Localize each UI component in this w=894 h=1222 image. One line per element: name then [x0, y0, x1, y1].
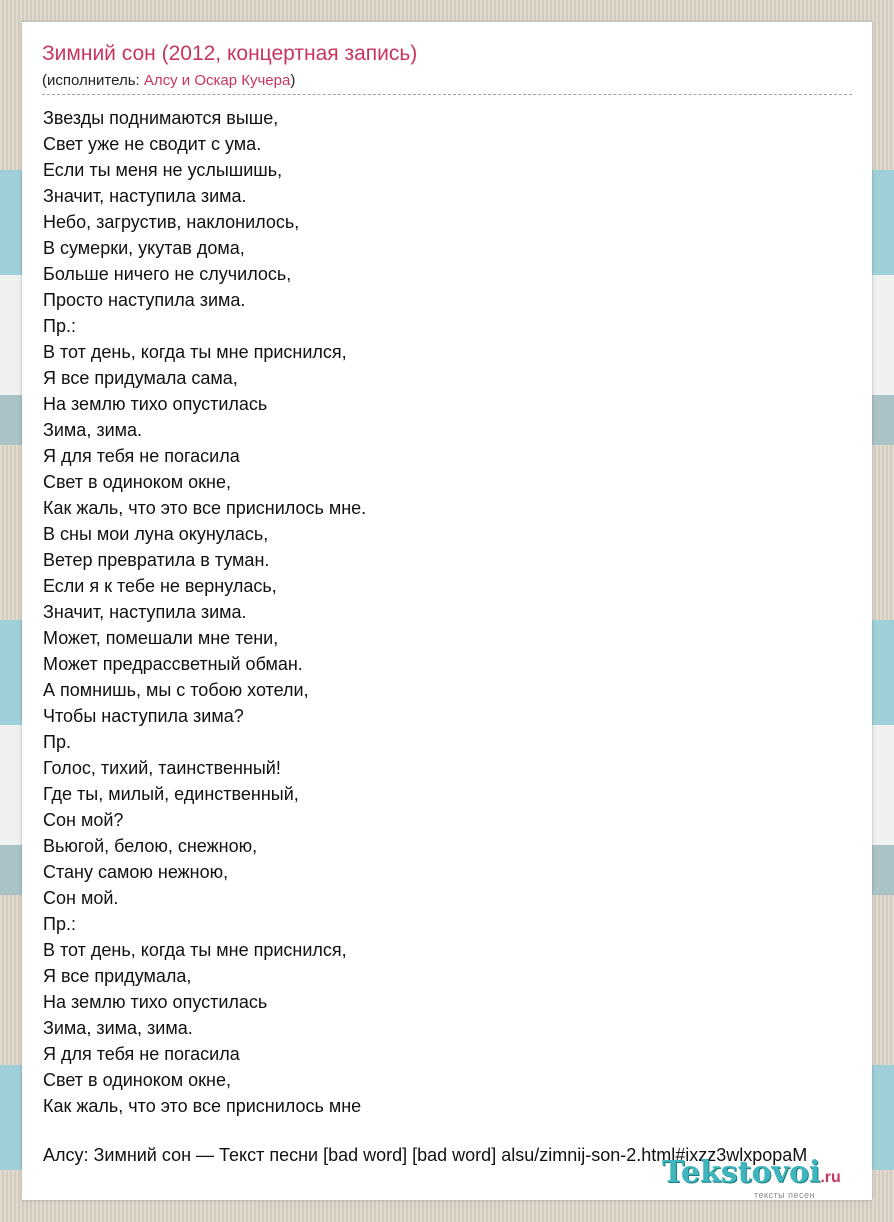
lyric-line: В тот день, когда ты мне приснился, [43, 342, 347, 362]
lyric-line: Я для тебя не погасила [43, 1044, 240, 1064]
lyric-line: Пр.: [43, 316, 76, 336]
lyric-line: Если ты меня не услышишь, [43, 160, 283, 180]
lyric-line: Как жаль, что это все приснилось мне [43, 1096, 362, 1116]
lyric-line: Если я к тебе не вернулась, [43, 576, 277, 596]
artist-suffix: ) [290, 72, 296, 89]
artist-link[interactable]: Алсу и Оскар Кучера [143, 72, 291, 89]
lyric-line: Может предрассветный обман. [43, 654, 303, 674]
lyric-line: На землю тихо опустилась [43, 394, 268, 414]
lyric-line: Пр. [43, 732, 71, 752]
artist-line [42, 72, 295, 89]
lyric-line: Пр.: [43, 914, 76, 934]
lyric-line: Значит, наступила зима. [43, 186, 247, 206]
lyric-line: Больше ничего не случилось, [43, 264, 292, 284]
lyric-line: Сон мой? [43, 810, 124, 830]
lyric-line: На землю тихо опустилась [43, 992, 268, 1012]
lyric-line: Просто наступила зима. [43, 290, 246, 310]
lyric-line: Зима, зима. [43, 420, 143, 440]
lyric-line: Сон мой. [43, 888, 119, 908]
logo-suffix: .ru [820, 1169, 841, 1186]
lyric-line: В тот день, когда ты мне приснился, [43, 940, 347, 960]
artist-prefix: (исполнитель: [42, 72, 144, 89]
dashed-divider [42, 94, 852, 95]
lyric-line: Ветер превратила в туман. [43, 550, 270, 570]
lyric-line: Звезды поднимаются выше, [43, 108, 279, 128]
lyric-line: Я для тебя не погасила [43, 446, 240, 466]
lyric-line: Голос, тихий, таинственный! [43, 758, 281, 778]
lyric-line: Значит, наступила зима. [43, 602, 247, 622]
logo-tagline: тексты песен [754, 1190, 816, 1200]
logo-word: Tekstovoi [662, 1155, 821, 1190]
lyric-line: Я все придумала, [43, 966, 192, 986]
lyric-line: Я все придумала сама, [43, 368, 238, 388]
lyric-line: Вьюгой, белою, снежною, [43, 836, 258, 856]
lyric-line: Свет в одиноком окне, [43, 472, 232, 492]
lyric-line: Где ты, милый, единственный, [43, 784, 299, 804]
lyric-line: Как жаль, что это все приснилось мне. [43, 498, 367, 518]
lyric-line: Небо, загрустив, наклонилось, [43, 212, 300, 232]
logo-wordmark [662, 1155, 841, 1190]
lyric-line: Чтобы наступила зима? [43, 706, 244, 726]
lyrics-text [43, 105, 366, 1119]
lyric-line: В сумерки, укутав дома, [43, 238, 245, 258]
lyrics-card [22, 22, 872, 1200]
lyric-line: Может, помешали мне тени, [43, 628, 279, 648]
lyric-line: В сны мои луна окунулась, [43, 524, 269, 544]
source-footer: Алсу: Зимний сон — Текст песни [bad word] [bad word] alsu/zimnij-son-2.html#ixzz3wlxpopaM [43, 1145, 808, 1165]
lyric-line: А помнишь, мы с тобою хотели, [43, 680, 309, 700]
lyric-line: Свет уже не сводит с ума. [43, 134, 262, 154]
lyric-line: Стану самою нежною, [43, 862, 229, 882]
song-title: Зимний сон (2012, концертная запись) [42, 42, 418, 65]
lyric-line: Свет в одиноком окне, [43, 1070, 232, 1090]
lyric-line: Зима, зима, зима. [43, 1018, 193, 1038]
site-logo[interactable] [662, 1155, 872, 1200]
